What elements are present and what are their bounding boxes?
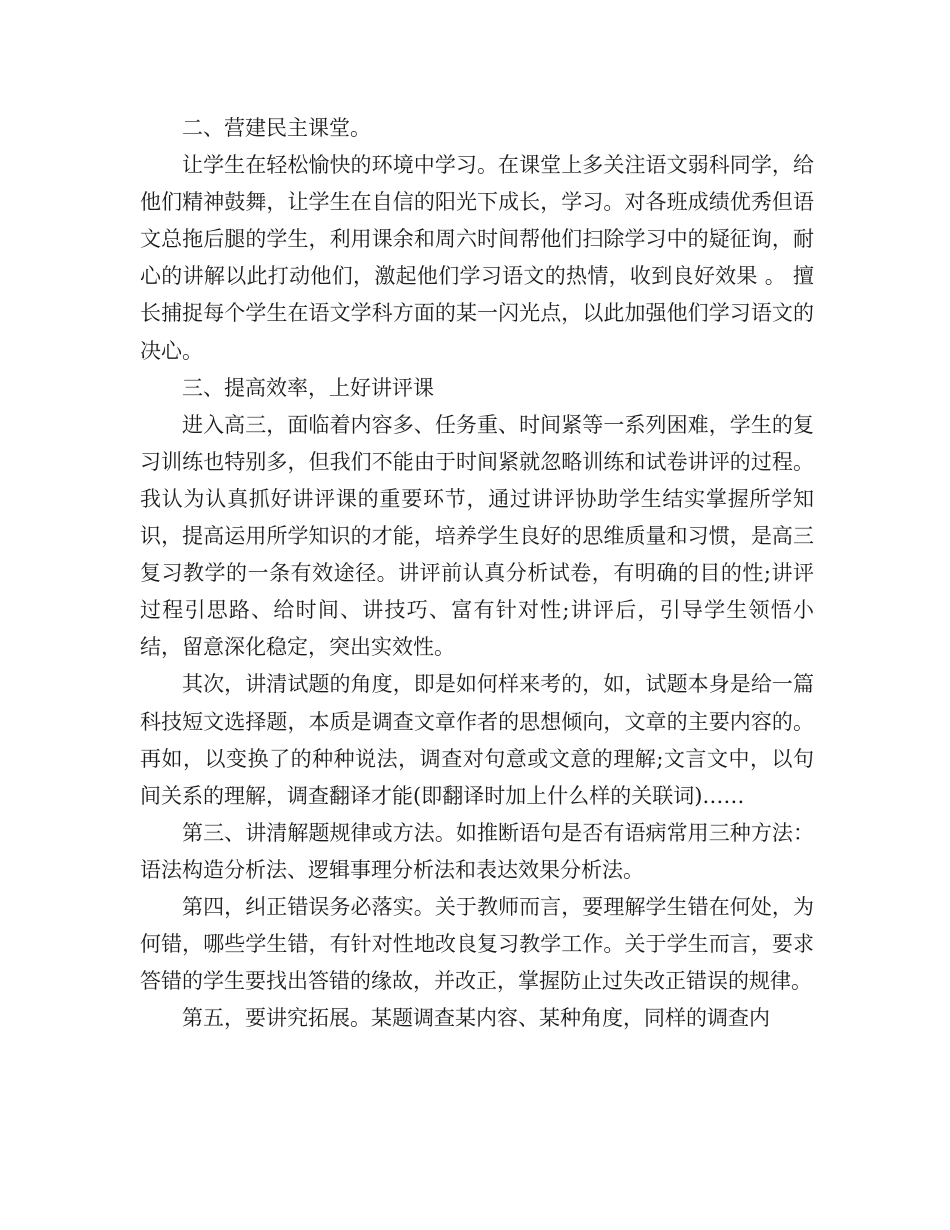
paragraph-correct-errors: 第四，纠正错误务必落实。关于教师而言，要理解学生错在何处，为何错，哪些学生错，有针对性地改良复习教学工作。关于学生而言，要求答错的学生要找出答错的缘故，并改正，掌握防止过失改正错误的规律。	[140, 894, 814, 994]
document-body	[140, 110, 814, 1037]
paragraph-solving-methods: 第三、讲清解题规律或方法。如推断语句是否有语病常用三种方法：语法构造分析法、逻辑事理分析法和表达效果分析法。	[140, 820, 814, 882]
section-heading-democratic-classroom: 二、营建民主课堂。	[182, 116, 371, 140]
paragraph-senior-three-review: 进入高三，面临着内容多、任务重、时间紧等一系列困难，学生的复习训练也特别多，但我们不能由于时间紧就忽略训练和试卷讲评的过程。我认为认真抓好讲评课的重要环节，通过讲评协助学生结实掌握所学知识，提高运用所学知识的才能，培养学生良好的思维质量和习惯，是高三复习教学的一条有效途径。讲评前认真分析试卷，有明确的目的性;讲评过程引思路、给时间、讲技巧、富有针对性;讲评后，引导学生领悟小结，留意深化稳定，突出实效性。	[140, 412, 814, 660]
paragraph-relaxed-learning: 让学生在轻松愉快的环境中学习。在课堂上多关注语文弱科同学，给他们精神鼓舞，让学生在自信的阳光下成长，学习。对各班成绩优秀但语文总拖后腿的学生，利用课余和周六时间帮他们扫除学习中的疑征询，耐心的讲解以此打动他们，激起他们学习语文的热情，收到良好效果 。 擅长捕捉每个学生在语文学科方面的某一闪光点，以此加强他们学习语文的决心。	[140, 153, 814, 363]
paragraph-question-angle: 其次，讲清试题的角度，即是如何样来考的，如，试题本身是给一篇科技短文选择题，本质是调查文章作者的思想倾向，文章的主要内容的。再如，以变换了的种种说法，调查对句意或文意的理解;文言文中，以句间关系的理解，调查翻译才能(即翻译时加上什么样的关联词)……	[140, 672, 814, 808]
paragraph-extension: 第五，要讲究拓展。某题调查某内容、某种角度，同样的调查内	[182, 1006, 770, 1031]
section-heading-review-class: 三、提高效率，上好讲评课	[182, 375, 434, 400]
